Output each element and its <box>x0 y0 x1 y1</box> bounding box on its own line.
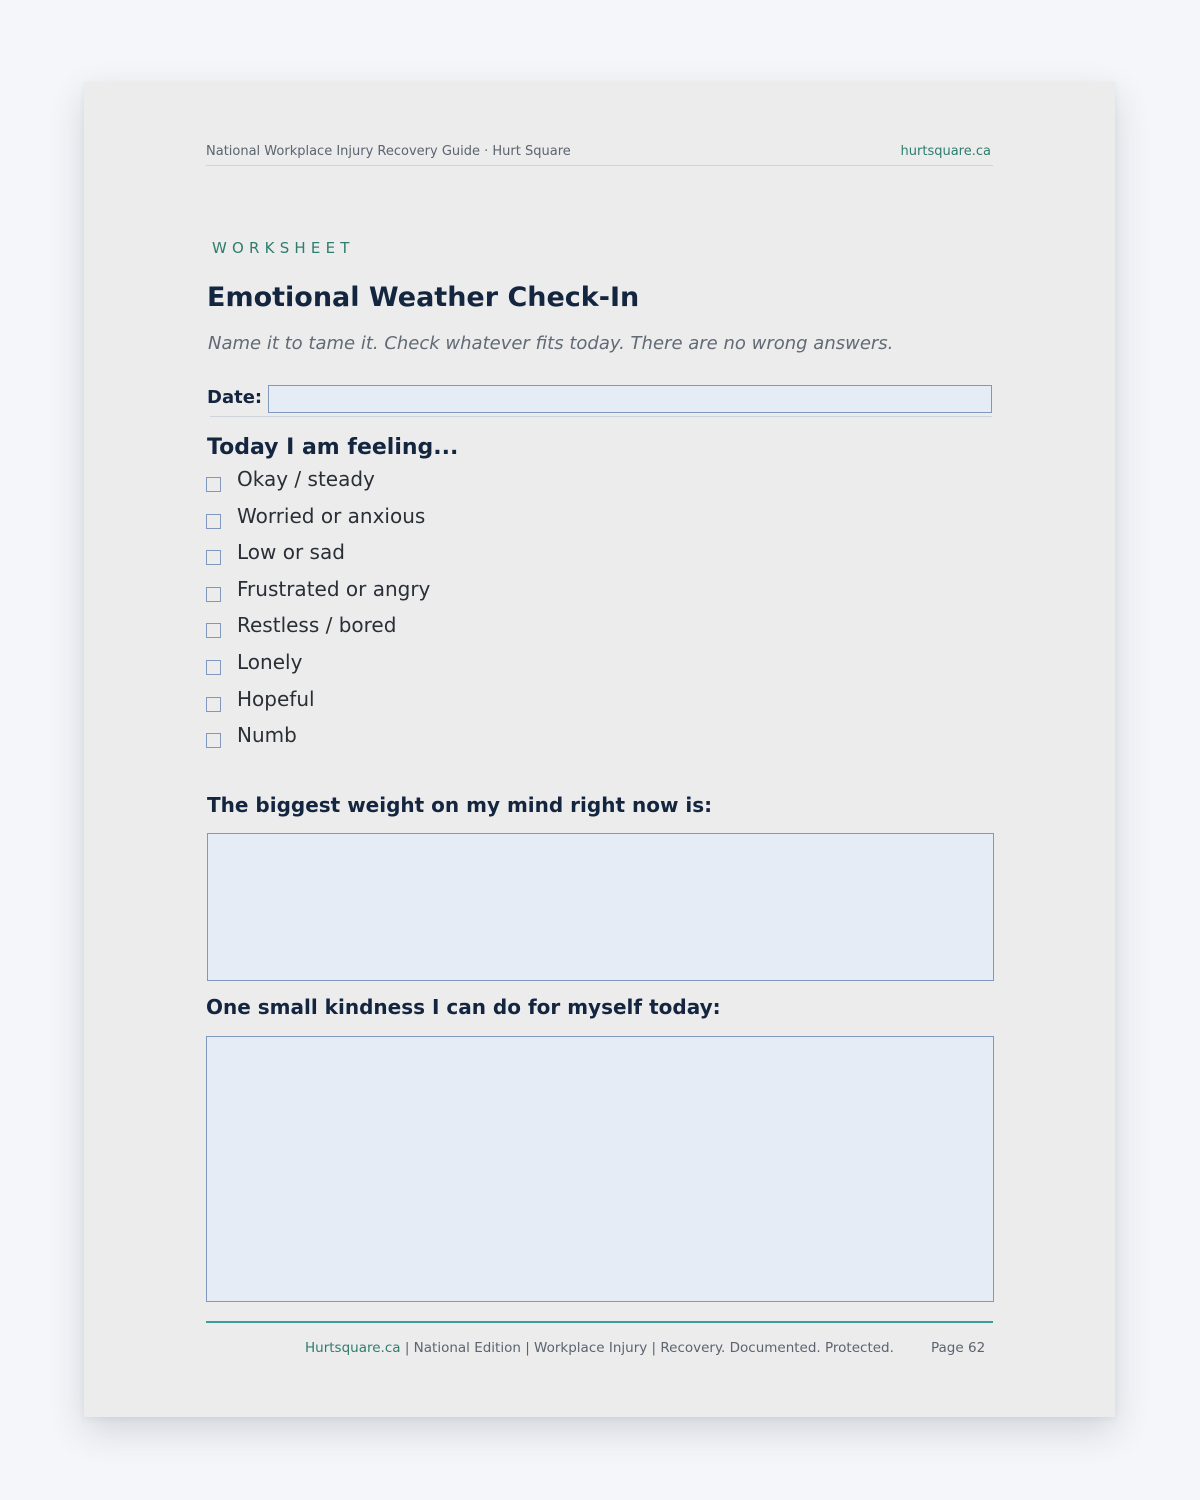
checkbox[interactable] <box>206 660 221 675</box>
header-guide-title: National Workplace Injury Recovery Guide · Hurt Square <box>206 144 571 159</box>
question-biggest-weight: The biggest weight on my mind right now is: <box>207 793 713 817</box>
checkbox[interactable] <box>206 733 221 748</box>
worksheet-eyebrow: WORKSHEET <box>212 239 355 257</box>
date-field[interactable] <box>268 385 992 413</box>
feeling-label: Low or sad <box>237 540 345 565</box>
checkbox[interactable] <box>206 550 221 565</box>
small-kindness-answer-field[interactable] <box>206 1036 994 1302</box>
feeling-label: Okay / steady <box>237 467 375 491</box>
footer-brand-link[interactable]: Hurtsquare.ca <box>305 1340 401 1356</box>
feeling-label: Hopeful <box>237 686 315 711</box>
checkbox[interactable] <box>206 477 221 492</box>
running-header <box>206 143 993 166</box>
biggest-weight-answer-field[interactable] <box>207 833 994 981</box>
question-small-kindness: One small kindness I can do for myself today: <box>206 995 721 1019</box>
page-number: Page 62 <box>931 1340 986 1356</box>
feeling-label: Numb <box>237 723 297 748</box>
date-divider <box>210 416 992 417</box>
footer-tagline: | National Edition | Workplace Injury | Recovery. Documented. Protected. <box>400 1340 894 1356</box>
checkbox[interactable] <box>206 587 221 602</box>
feelings-heading: Today I am feeling... <box>207 435 459 460</box>
footer-text <box>305 1340 894 1356</box>
feeling-label: Restless / bored <box>237 613 397 638</box>
footer-divider <box>206 1321 993 1323</box>
header-website-link[interactable]: hurtsquare.ca <box>900 144 991 159</box>
page-title: Emotional Weather Check-In <box>207 282 640 313</box>
feeling-label: Lonely <box>237 649 303 674</box>
date-label: Date: <box>207 387 263 408</box>
checkbox[interactable] <box>206 697 221 712</box>
page-subtitle: Name it to tame it. Check whatever fits today. There are no wrong answers. <box>208 333 894 354</box>
checkbox[interactable] <box>206 514 221 529</box>
feeling-label: Frustrated or angry <box>237 576 431 601</box>
worksheet-page <box>84 82 1115 1417</box>
feeling-label: Worried or anxious <box>237 503 426 528</box>
checkbox[interactable] <box>206 623 221 638</box>
